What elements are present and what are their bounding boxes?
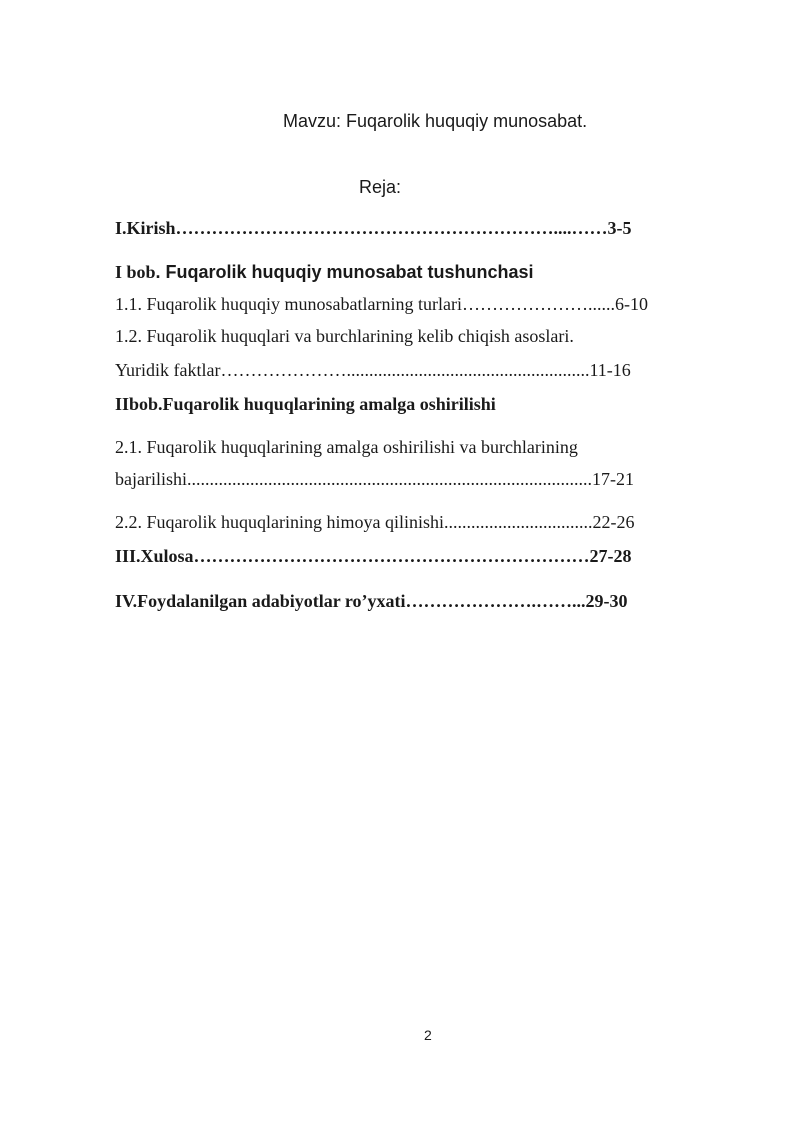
chapter1-heading-prefix: I bob (115, 262, 156, 282)
toc-entry-references: IV.Foydalanilgan adabiyotlar ro’yxati………………….……...29-30 (115, 591, 628, 611)
toc-chapter2-heading: IIbob.Fuqarolik huquqlarining amalga oshirilishi (115, 394, 496, 414)
document-subject: Mavzu: Fuqarolik huquqiy munosabat. (283, 111, 588, 131)
page-number: 2 (424, 1027, 432, 1043)
toc-entry-intro: I.Kirish………………………………………………………....……3-5 (115, 218, 632, 238)
toc-entry-conclusion: III.Xulosa…………………………………………………………27-28 (115, 546, 632, 566)
toc-entry-2-2: 2.2. Fuqarolik huquqlarining himoya qilinishi.................................22-26 (115, 512, 635, 532)
chapter1-heading-title: . Fuqarolik huquqiy munosabat tushunchasi (155, 262, 534, 282)
toc-chapter1-heading (115, 261, 534, 283)
toc-entry-1-1: 1.1. Fuqarolik huquqiy munosabatlarning turlari…………………......6-10 (115, 294, 648, 314)
toc-entry-1-2-line1: 1.2. Fuqarolik huquqlari va burchlarining kelib chiqish asoslari. (115, 326, 574, 346)
toc-entry-2-1-line1: 2.1. Fuqarolik huquqlarining amalga oshirilishi va burchlarining (115, 437, 578, 457)
plan-title: Reja: (359, 177, 402, 197)
toc-entry-2-1-line2: bajarilishi..........................................................................................17-21 (115, 469, 634, 489)
toc-entry-1-2-line2: Yuridik faktlar…………………......................................................11-16 (115, 360, 631, 380)
